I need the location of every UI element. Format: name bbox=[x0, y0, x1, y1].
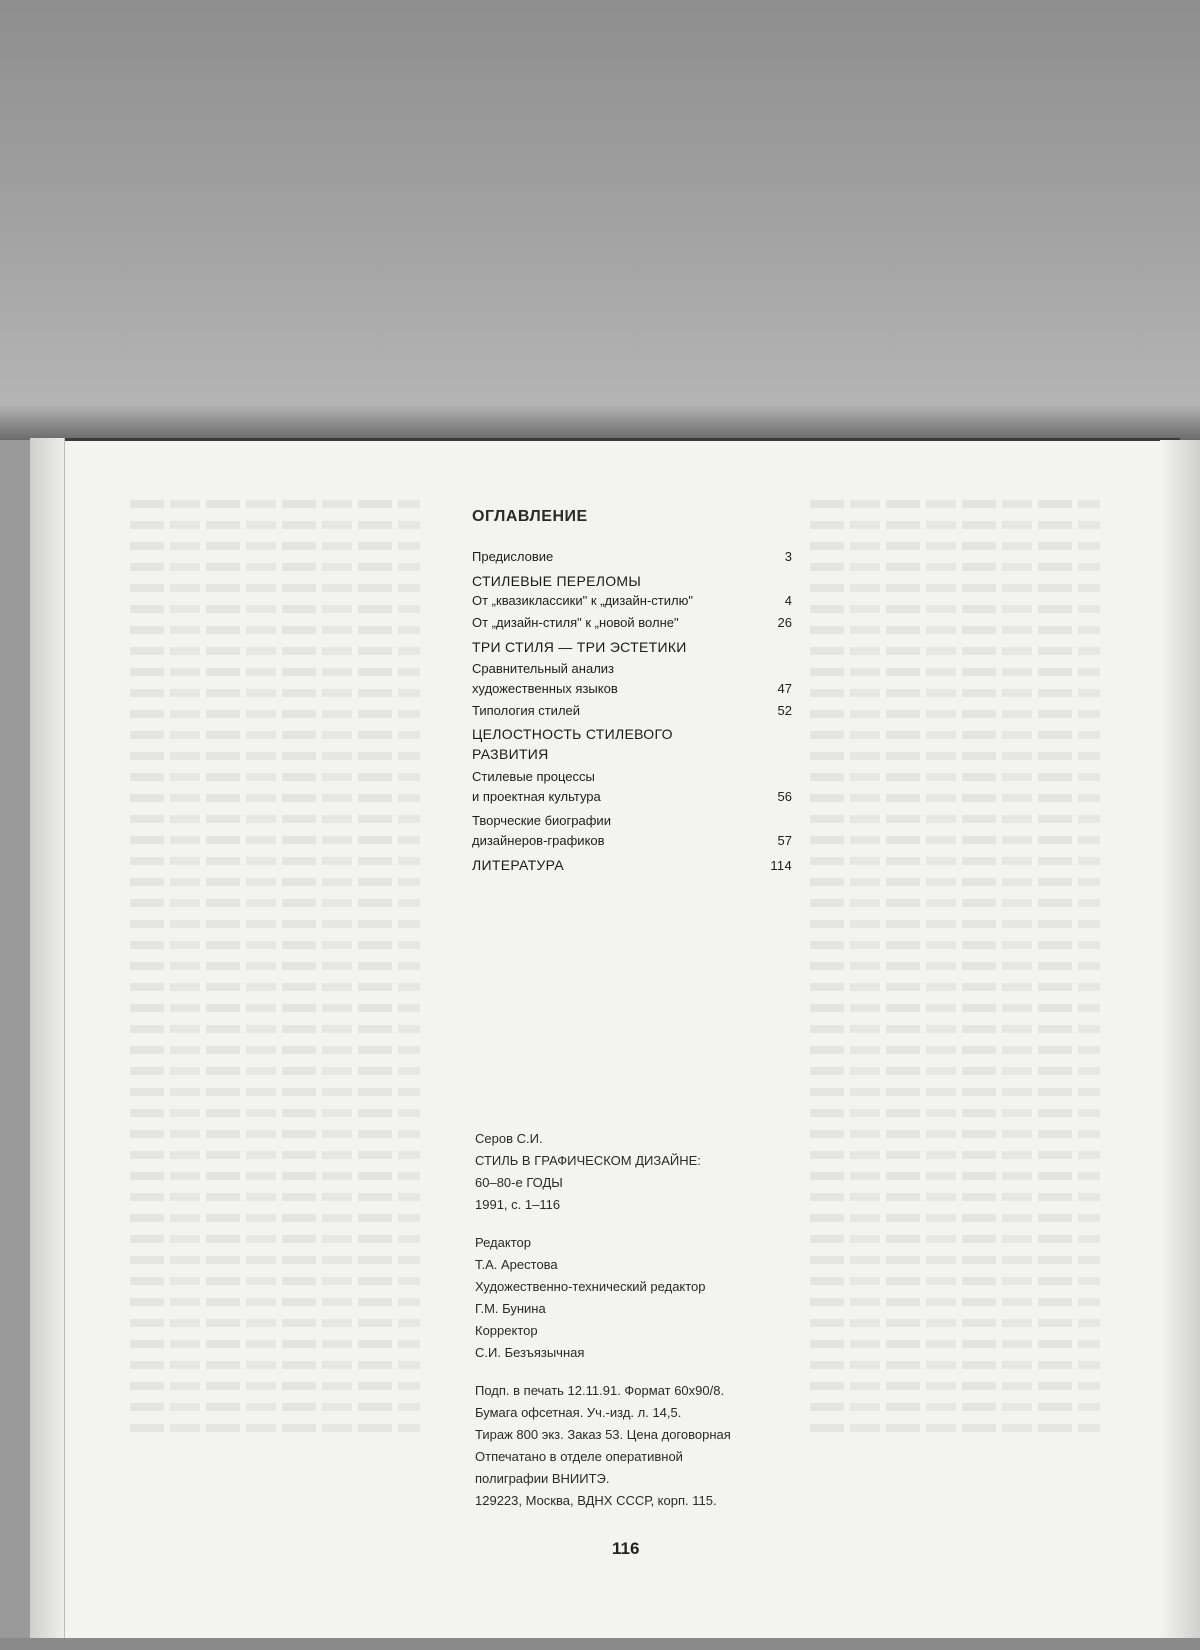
book-pages: 1991, с. 1–116 bbox=[475, 1197, 561, 1212]
toc-entry bbox=[472, 854, 792, 876]
toc-entry bbox=[472, 548, 792, 570]
corrector-label: Корректор bbox=[475, 1323, 538, 1338]
toc-title: ОГЛАВЛЕНИЕ bbox=[472, 508, 588, 525]
toc-entry-page: 26 bbox=[777, 615, 792, 630]
toc-entry-page: 57 bbox=[777, 833, 792, 848]
print-info-line: Тираж 800 экз. Заказ 53. Цена договорная bbox=[475, 1427, 731, 1442]
toc-entry-text: дизайнеров-графиков bbox=[472, 833, 605, 848]
toc-entry bbox=[472, 702, 792, 724]
table-of-contents bbox=[472, 508, 792, 876]
toc-section-heading: ЦЕЛОСТНОСТЬ СТИЛЕВОГО РАЗВИТИЯ bbox=[472, 726, 673, 762]
toc-entry-text: художественных языков bbox=[472, 681, 618, 696]
scanner-background bbox=[0, 0, 1200, 440]
book-title-line: СТИЛЬ В ГРАФИЧЕСКОМ ДИЗАЙНЕ: bbox=[475, 1153, 701, 1168]
colophon bbox=[475, 1128, 815, 1512]
print-info-line: Бумага офсетная. Уч.-изд. л. 14,5. bbox=[475, 1405, 682, 1420]
toc-entry-page: 47 bbox=[777, 681, 792, 696]
print-info-line: 129223, Москва, ВДНХ СССР, корп. 115. bbox=[475, 1493, 717, 1508]
toc-entry-page: 114 bbox=[770, 858, 792, 873]
book-title-line: 60–80-е ГОДЫ bbox=[475, 1175, 563, 1190]
author: Серов С.И. bbox=[475, 1131, 543, 1146]
editor-name: Т.А. Арестова bbox=[475, 1257, 558, 1272]
toc-section-heading: ТРИ СТИЛЯ — ТРИ ЭСТЕТИКИ bbox=[472, 639, 687, 655]
toc-entry-text: Типология стилей bbox=[472, 703, 581, 718]
toc-entry-text: От „квазиклассики" к „дизайн-стилю" bbox=[472, 593, 693, 608]
toc-entry bbox=[472, 788, 792, 810]
toc-section-heading: СТИЛЕВЫЕ ПЕРЕЛОМЫ bbox=[472, 573, 642, 589]
editor-label: Редактор bbox=[475, 1235, 531, 1250]
toc-entry-page: 4 bbox=[784, 593, 792, 608]
tech-editor-label: Художественно-технический редактор bbox=[475, 1279, 706, 1294]
toc-entry-text: Сравнительный анализ bbox=[472, 661, 615, 676]
corrector-name: С.И. Безъязычная bbox=[475, 1345, 585, 1360]
toc-entry-page: 52 bbox=[777, 703, 792, 718]
show-through-right-column bbox=[810, 500, 1100, 1445]
toc-entry bbox=[472, 832, 792, 854]
print-info-line: Подп. в печать 12.11.91. Формат 60х90/8. bbox=[475, 1383, 725, 1398]
toc-entry-text: ЛИТЕРАТУРА bbox=[472, 857, 564, 873]
page-gutter bbox=[30, 438, 65, 1638]
toc-entry bbox=[472, 614, 792, 636]
toc-entry-text: и проектная культура bbox=[472, 789, 601, 804]
toc-entry bbox=[472, 680, 792, 702]
page-edge bbox=[1160, 440, 1200, 1640]
toc-entry-text: От „дизайн-стиля" к „новой волне" bbox=[472, 615, 679, 630]
print-info-line: Отпечатано в отделе оперативной bbox=[475, 1449, 683, 1464]
tech-editor-name: Г.М. Бунина bbox=[475, 1301, 546, 1316]
print-info-line: полиграфии ВНИИТЭ. bbox=[475, 1471, 610, 1486]
show-through-left-column bbox=[130, 500, 420, 1445]
toc-entry-text: Творческие биографии bbox=[472, 813, 611, 828]
page-number: 116 bbox=[612, 1539, 640, 1558]
toc-entry-text: Стилевые процессы bbox=[472, 769, 595, 784]
toc-entry-text: Предисловие bbox=[472, 549, 554, 564]
toc-entry-page: 56 bbox=[777, 789, 792, 804]
scanner-bottom bbox=[0, 1638, 1200, 1650]
toc-entry-page: 3 bbox=[784, 549, 792, 564]
toc-entry bbox=[472, 592, 792, 614]
